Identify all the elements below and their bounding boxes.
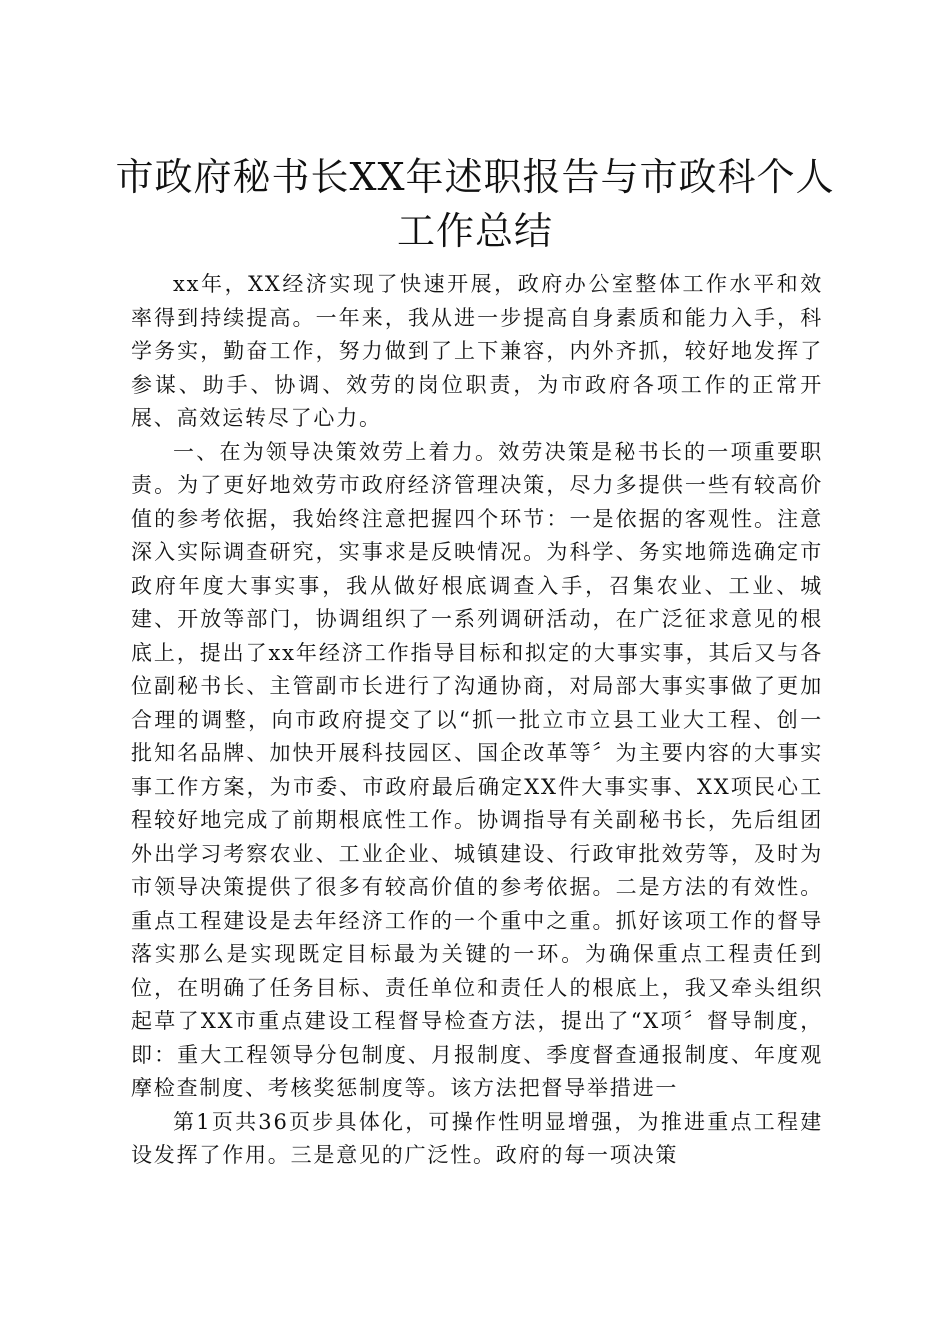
paragraph-page-footer-continuation: 第1页共36页步具体化，可操作性明显增强，为推进重点工程建设发挥了作用。三是意见的广泛性。政府的每一项决策 [131,1109,823,1167]
paragraph-intro: xx年，XX经济实现了快速开展，政府办公室整体工作水平和效率得到持续提高。一年来，我从进一步提高自身素质和能力入手，科学务实，勤奋工作，努力做到了上下兼容，内外齐抓，较好地发挥了参谋、助手、协调、效劳的岗位职责，为市政府各项工作的正常开展、高效运转尽了心力。 [131,272,823,430]
paragraph-section-one: 一、在为领导决策效劳上着力。效劳决策是秘书长的一项重要职责。为了更好地效劳市政府经济管理决策，尽力多提供一些有较高价值的参考依据，我始终注意把握四个环节：一是依据的客观性。注意深入实际调查研究，实事求是反映情况。为科学、务实地筛选确定市政府年度大事实事，我从做好根底调查入手，召集农业、工业、城建、开放等部门，协调组织了一系列调研活动，在广泛征求意见的根底上，提出了xx年经济工作指导目标和拟定的大事实事，其后又与各位副秘书长、主管副市长进行了沟通协商，对局部大事实事做了更加合理的调整，向市政府提交了以“抓一批立市立县工业大工程、创一批知名品牌、加快开展科技园区、国企改革等〞为主要内容的大事实事工作方案，为市委、市政府最后确定XX件大事实事、XX项民心工程较好地完成了前期根底性工作。协调指导有关副秘书长，先后组团外出学习考察农业、工业企业、城镇建设、行政审批效劳等，及时为市领导决策提供了很多有较高价值的参考依据。二是方法的有效性。重点工程建设是去年经济工作的一个重中之重。抓好该项工作的督导落实那么是实现既定目标最为关键的一环。为确保重点工程责任到位，在明确了任务目标、责任单位和责任人的根底上，我又牵头组织起草了XX市重点建设工程督导检查方法，提出了“X项〞督导制度，即：重大工程领导分包制度、月报制度、季度督查通报制度、年度观摩检查制度、考核奖惩制度等。该方法把督导举措进一 [131,439,823,1100]
document-body [131,268,823,1173]
document-title: 市政府秘书长XX年述职报告与市政科个人工作总结 [115,155,835,253]
